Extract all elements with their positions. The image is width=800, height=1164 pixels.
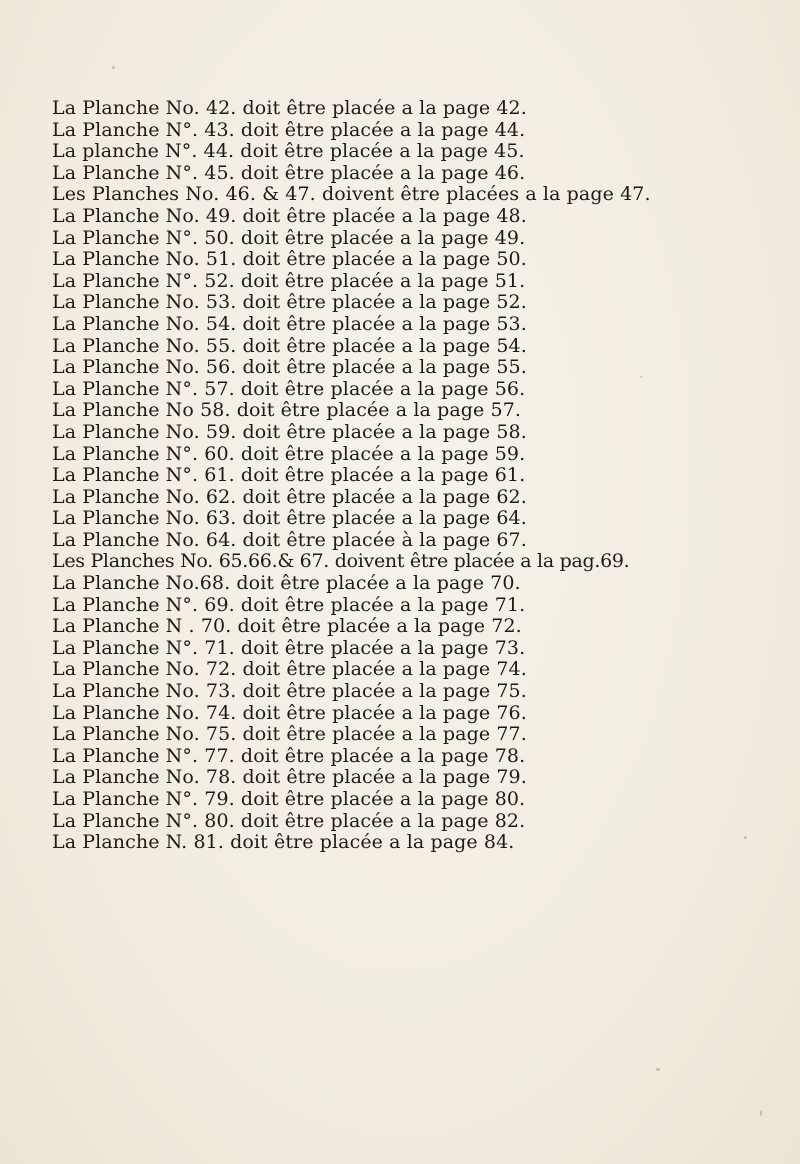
- list-item: La Planche N°. 52. doit être placée a la page 51.: [52, 269, 526, 292]
- list-item: Les Planches No. 46. & 47. doivent être placées a la page 47.: [52, 183, 651, 206]
- list-item: La Planche N°. 45. doit être placée a la page 46.: [52, 161, 526, 184]
- list-item: La Planche N . 70. doit être placée a la page 72.: [52, 615, 522, 638]
- list-item: La Planche No. 51. doit être placée a la page 50.: [52, 248, 527, 271]
- list-item: La Planche N°. 50. doit être placée a la page 49.: [52, 226, 526, 249]
- list-item: La Planche N. 81. doit être placée a la page 84.: [52, 831, 515, 854]
- list-item: La Planche No. 55. doit être placée a la page 54.: [52, 334, 527, 357]
- paper-speck: [112, 66, 115, 69]
- list-item: La Planche No. 73. doit être placée a la page 75.: [52, 680, 527, 703]
- list-item: La Planche N°. 60. doit être placée a la page 59.: [52, 442, 526, 465]
- list-item: La Planche N°. 77. doit être placée a la page 78.: [52, 744, 526, 767]
- plate-placement-list: [52, 98, 792, 854]
- list-item: La Planche No. 53. doit être placée a la page 52.: [52, 291, 527, 314]
- list-item: La Planche No. 54. doit être placée a la page 53.: [52, 312, 527, 335]
- list-item: La planche N°. 44. doit être placée a la page 45.: [52, 140, 525, 163]
- list-item: La Planche No.68. doit être placée a la page 70.: [52, 572, 521, 595]
- list-item: La Planche N°. 61. doit être placée a la page 61.: [52, 464, 526, 487]
- list-item: La Planche No. 42. doit être placée a la page 42.: [52, 97, 527, 119]
- list-item: Les Planches No. 65.66.& 67. doivent être placée a la pag.69.: [52, 550, 630, 573]
- paper-speck: [656, 1068, 660, 1071]
- list-item: La Planche No 58. doit être placée a la page 57.: [52, 399, 522, 422]
- list-item: La Planche No. 78. doit être placée a la page 79.: [52, 766, 527, 789]
- list-item: La Planche No. 63. doit être placée a la page 64.: [52, 507, 527, 530]
- list-item: La Planche No. 59. doit être placée a la page 58.: [52, 420, 527, 443]
- list-item: La Planche No. 49. doit être placée a la page 48.: [52, 204, 527, 227]
- list-item: La Planche No. 62. doit être placée a la page 62.: [52, 485, 527, 508]
- list-item: La Planche No. 72. doit être placée a la page 74.: [52, 658, 527, 681]
- list-item: La Planche N°. 80. doit être placée a la page 82.: [52, 809, 526, 832]
- list-item: La Planche N°. 71. doit être placée a la page 73.: [52, 636, 526, 659]
- list-item: La Planche No. 75. doit être placée a la page 77.: [52, 723, 527, 746]
- list-item: La Planche N°. 57. doit être placée a la page 56.: [52, 377, 526, 400]
- list-item: La Planche N°. 79. doit être placée a la page 80.: [52, 788, 526, 810]
- list-item: La Planche N°. 69. doit être placée a la page 71.: [52, 593, 526, 616]
- list-item: La Planche N°. 43. doit être placée a la page 44.: [52, 118, 526, 141]
- list-item: La Planche No. 56. doit être placée a la page 55.: [52, 356, 527, 379]
- list-item: La Planche No. 64. doit être placée à la page 67.: [52, 528, 527, 551]
- list-item: La Planche No. 74. doit être placée a la page 76.: [52, 701, 527, 724]
- paper-speck: [760, 1110, 762, 1116]
